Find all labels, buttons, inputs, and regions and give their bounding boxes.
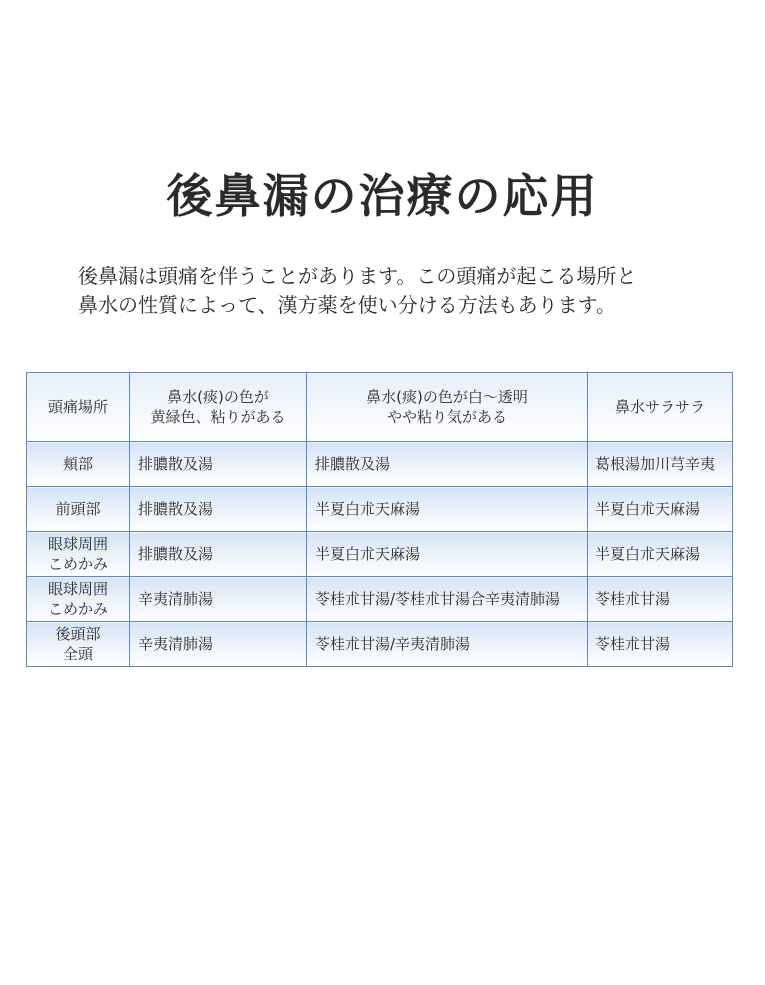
location-text: 前頭部	[55, 500, 101, 518]
location-text: 全頭	[62, 645, 93, 663]
table-row	[27, 487, 733, 532]
table-cell: 苓桂朮甘湯	[588, 622, 733, 667]
header-cell-text: やや粘り気がある	[386, 408, 507, 426]
table-cell: 半夏白朮天麻湯	[588, 532, 733, 577]
location-text: 後頭部	[55, 625, 101, 643]
table-cell: 半夏白朮天麻湯	[307, 487, 588, 532]
header-cell-text: 鼻水サラサラ	[614, 398, 705, 416]
table-row	[27, 532, 733, 577]
table-cell: 辛夷清肺湯	[130, 577, 307, 622]
location-cell	[27, 532, 130, 577]
header-headache-location	[27, 373, 130, 442]
header-cell-text: 鼻水(痰)の色が白～透明	[366, 388, 528, 406]
location-text: こめかみ	[47, 600, 108, 618]
table-cell: 苓桂朮甘湯/苓桂朮甘湯合辛夷清肺湯	[307, 577, 588, 622]
table-row	[27, 622, 733, 667]
location-cell	[27, 622, 130, 667]
table-row	[27, 577, 733, 622]
header-cell-text: 鼻水(痰)の色が	[167, 388, 269, 406]
header-yellow-green-mucus	[130, 373, 307, 442]
location-cell	[27, 487, 130, 532]
header-cell-text: 頭痛場所	[47, 398, 108, 416]
table-cell: 葛根湯加川芎辛夷	[588, 442, 733, 487]
intro-line-1: 後鼻漏は頭痛を伴うことがあります。この頭痛が起こる場所と	[78, 264, 637, 288]
intro-line-2: 鼻水の性質によって、漢方薬を使い分ける方法もあります。	[78, 293, 616, 317]
table-cell: 半夏白朮天麻湯	[307, 532, 588, 577]
table-cell: 半夏白朮天麻湯	[588, 487, 733, 532]
table-cell: 苓桂朮甘湯/辛夷清肺湯	[307, 622, 588, 667]
intro-text	[78, 262, 718, 320]
table-cell: 排膿散及湯	[130, 532, 307, 577]
table-header-row	[27, 373, 733, 442]
header-watery-mucus	[588, 373, 733, 442]
header-cell-text: 黄緑色、粘りがある	[150, 408, 286, 426]
location-cell	[27, 442, 130, 487]
location-text: 眼球周囲	[47, 580, 108, 598]
table-cell: 排膿散及湯	[130, 442, 307, 487]
location-text: 眼球周囲	[47, 535, 108, 553]
page-title: 後鼻漏の治療の応用	[166, 169, 599, 223]
location-text: 頬部	[62, 455, 93, 473]
herbal-medicine-table	[26, 372, 733, 667]
table-row	[27, 442, 733, 487]
table-cell: 排膿散及湯	[307, 442, 588, 487]
header-white-clear-mucus	[307, 373, 588, 442]
table-cell: 排膿散及湯	[130, 487, 307, 532]
table-cell: 辛夷清肺湯	[130, 622, 307, 667]
location-cell	[27, 577, 130, 622]
location-text: こめかみ	[47, 555, 108, 573]
table-cell: 苓桂朮甘湯	[588, 577, 733, 622]
